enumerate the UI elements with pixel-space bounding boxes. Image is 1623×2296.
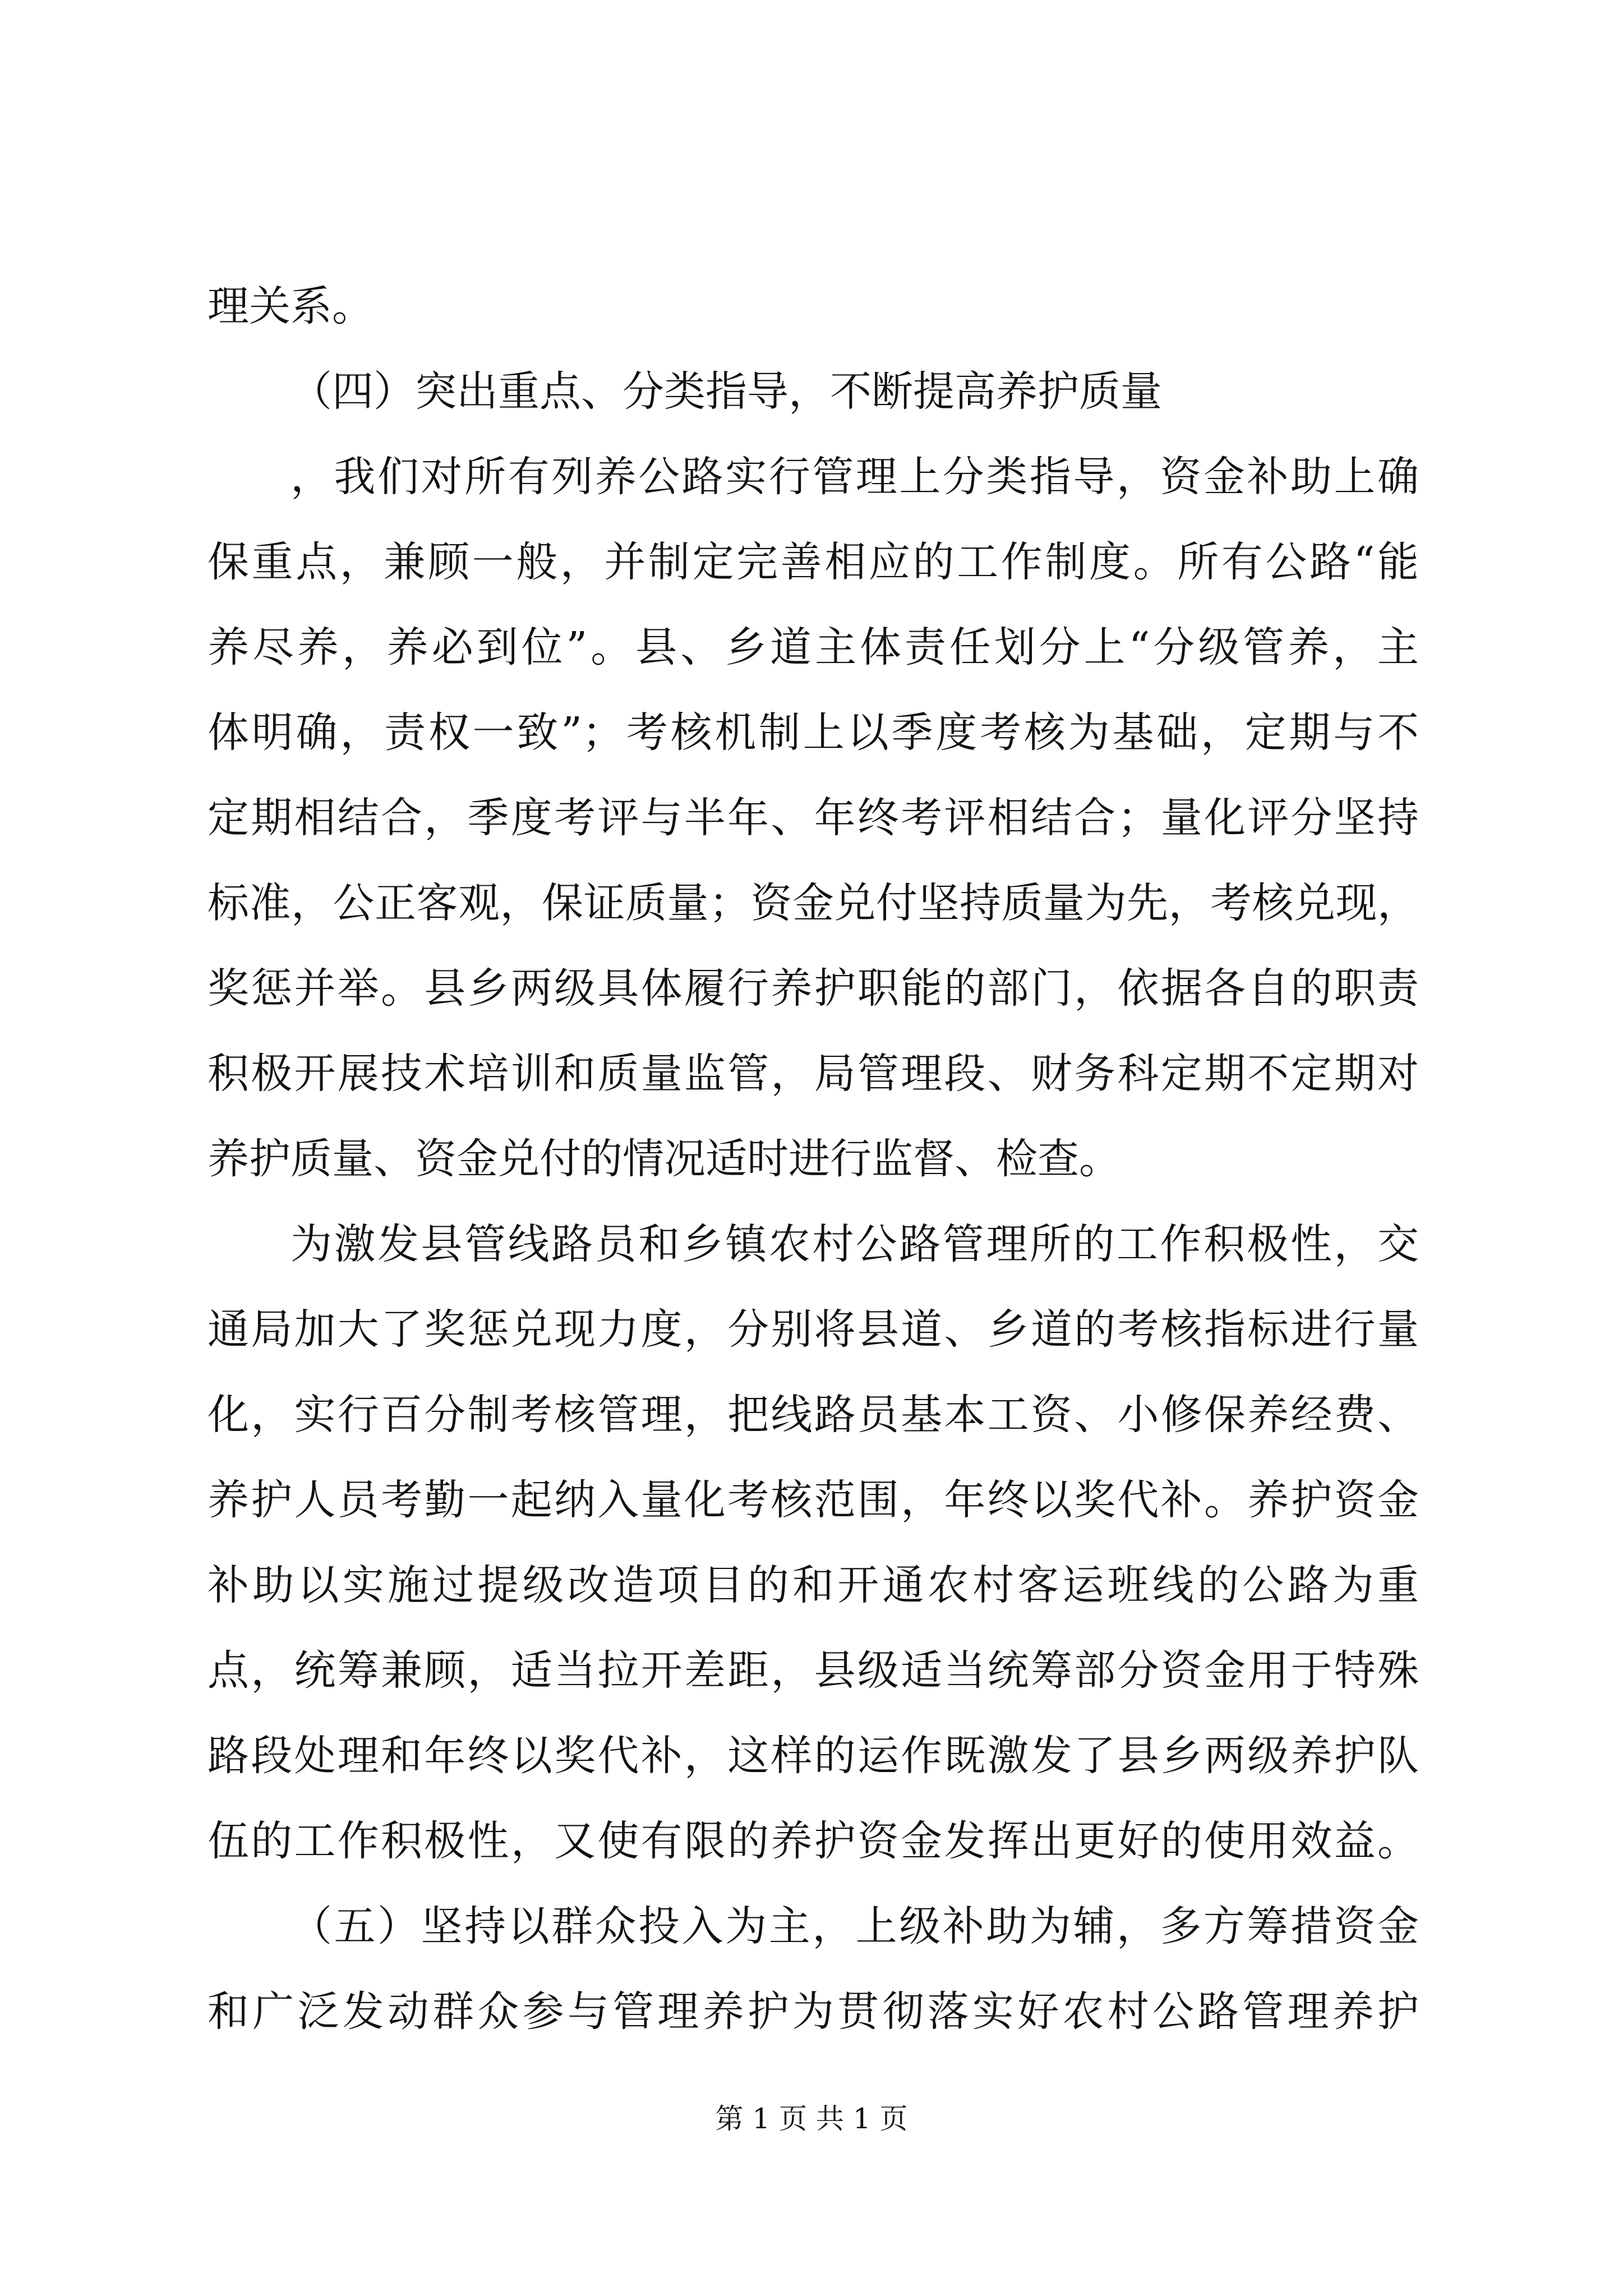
text-line: 化，实行百分制考核管理，把线路员基本工资、小修保养经费、 — [208, 1391, 1419, 1439]
text-line: 保重点，兼顾一般，并制定完善相应的工作制度。所有公路“能 — [208, 538, 1419, 586]
page-footer: 第 1 页 共 1 页 — [715, 2102, 908, 2135]
text-line: 理关系。 — [208, 282, 374, 330]
text-line: 养尽养，养必到位”。县、乡道主体责任划分上“分级管养，主 — [208, 623, 1419, 671]
text-line: （五）坚持以群众投入为主，上级补助为辅，多方筹措资金 — [291, 1902, 1419, 1950]
text-line: 养护人员考勤一起纳入量化考核范围，年终以奖代补。养护资金 — [208, 1476, 1419, 1524]
body-text — [208, 264, 1419, 2054]
text-line: 定期相结合，季度考评与半年、年终考评相结合；量化评分坚持 — [208, 794, 1419, 842]
text-line: （四）突出重点、分类指导，不断提高养护质量 — [291, 367, 1162, 416]
text-line: 通局加大了奖惩兑现力度，分别将县道、乡道的考核指标进行量 — [208, 1305, 1419, 1354]
text-line: 路段处理和年终以奖代补，这样的运作既激发了县乡两级养护队 — [208, 1732, 1419, 1780]
text-line: 和广泛发动群众参与管理养护为贯彻落实好农村公路管理养护 — [208, 1987, 1419, 2036]
text-line: 点，统筹兼顾，适当拉开差距，县级适当统筹部分资金用于特殊 — [208, 1646, 1419, 1695]
text-line: 为激发县管线路员和乡镇农村公路管理所的工作积极性，交 — [291, 1220, 1419, 1268]
text-line: 标准，公正客观，保证质量；资金兑付坚持质量为先，考核兑现， — [208, 879, 1419, 927]
text-line: 补助以实施过提级改造项目的和开通农村客运班线的公路为重 — [208, 1561, 1419, 1609]
text-line: 奖惩并举。县乡两级具体履行养护职能的部门，依据各自的职责 — [208, 964, 1419, 1013]
text-line: 积极开展技术培训和质量监管，局管理段、财务科定期不定期对 — [208, 1050, 1419, 1098]
text-line: 养护质量、资金兑付的情况适时进行监督、检查。 — [208, 1135, 1121, 1183]
text-line: 伍的工作积极性，又使有限的养护资金发挥出更好的使用效益。 — [208, 1817, 1419, 1865]
text-line: 体明确，责权一致”；考核机制上以季度考核为基础，定期与不 — [208, 708, 1419, 757]
text-line: ，我们对所有列养公路实行管理上分类指导，资金补助上确 — [291, 453, 1419, 501]
